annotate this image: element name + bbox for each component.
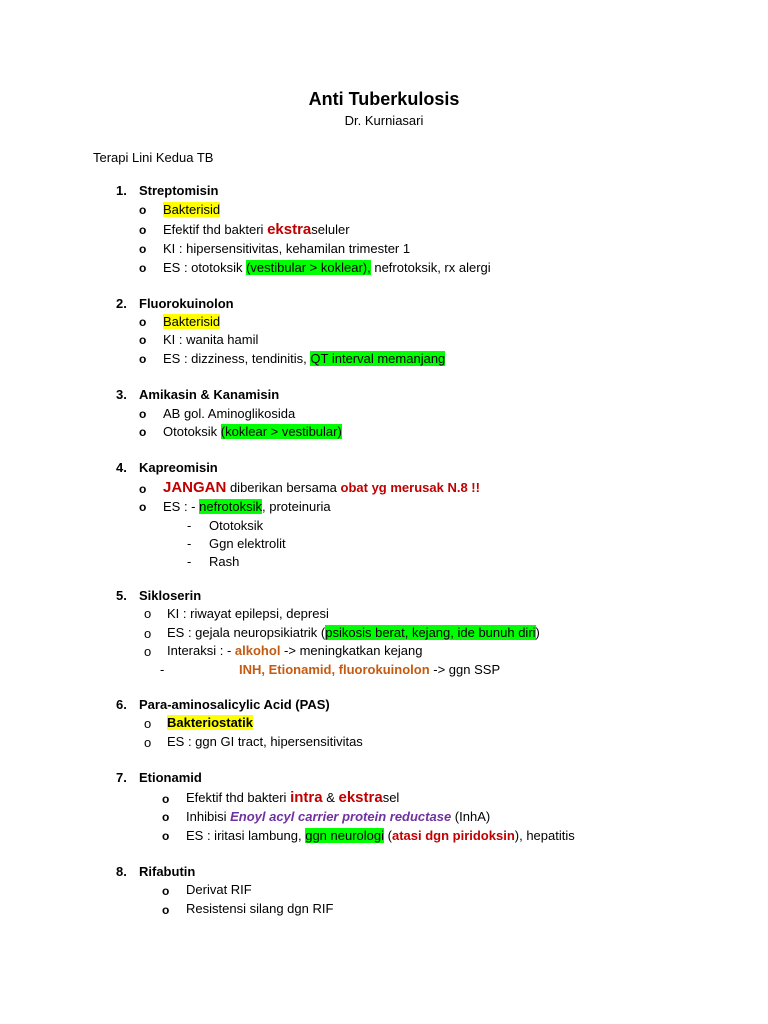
document-author: Dr. Kurniasari xyxy=(344,113,424,128)
list-item: KI : riwayat epilepsi, depresi xyxy=(167,606,329,621)
list-item: ES : dizziness, tendinitis, QT interval memanjang xyxy=(163,351,446,366)
bullet: o xyxy=(144,606,152,621)
list-item: JANGAN diberikan bersama obat yg merusak N.8 !! xyxy=(163,479,480,496)
list-item: ES : - nefrotoksik, proteinuria xyxy=(163,499,331,514)
bullet: o xyxy=(139,333,147,347)
list-item: Ototoksik (koklear > vestibular) xyxy=(163,424,342,439)
list-item: Derivat RIF xyxy=(186,882,252,897)
list-item: ES : ggn GI tract, hipersensitivitas xyxy=(167,734,363,749)
intro-heading: Terapi Lini Kedua TB xyxy=(93,150,214,165)
bullet: o xyxy=(139,315,147,329)
bullet: o xyxy=(139,352,147,366)
list-item: Interaksi : - alkohol -> meningkatkan kejang xyxy=(167,643,423,658)
list-item: Efektif thd bakteri intra & ekstrasel xyxy=(186,789,400,806)
section-heading-5: 5. Sikloserin xyxy=(116,588,202,603)
bullet: o xyxy=(139,425,147,439)
bullet: o xyxy=(162,884,170,898)
list-item: Bakterisid xyxy=(163,202,221,217)
dash: - xyxy=(187,554,192,569)
bullet: o xyxy=(139,261,147,275)
bullet: o xyxy=(139,203,147,217)
section-heading-2: 2. Fluorokuinolon xyxy=(116,296,234,311)
bullet: o xyxy=(162,792,170,806)
list-item: ES : ototoksik (vestibular > koklear), nefrotoksik, rx alergi xyxy=(163,260,491,275)
section-heading-1: 1. Streptomisin xyxy=(116,183,219,198)
list-item: Inhibisi Enoyl acyl carrier protein reductase (InhA) xyxy=(186,809,491,824)
list-item: Bakterisid xyxy=(163,314,221,329)
bullet: o xyxy=(162,810,170,824)
bullet: o xyxy=(139,500,147,514)
list-item: Bakteriostatik xyxy=(167,715,253,730)
list-item: ES : iritasi lambung, ggn neurologi (atasi dgn piridoksin), hepatitis xyxy=(186,828,575,843)
bullet: o xyxy=(139,407,147,421)
bullet: o xyxy=(139,223,147,237)
section-heading-8: 8. Rifabutin xyxy=(116,864,196,879)
dash: - xyxy=(160,662,165,677)
list-item: KI : wanita hamil xyxy=(163,332,259,347)
list-item: AB gol. Aminoglikosida xyxy=(163,406,296,421)
section-heading-4: 4. Kapreomisin xyxy=(116,460,218,475)
sub-list-item: Ototoksik xyxy=(209,518,264,533)
bullet: o xyxy=(144,735,152,750)
bullet: o xyxy=(139,242,147,256)
bullet: o xyxy=(162,903,170,917)
sub-list-item: Rash xyxy=(209,554,240,569)
list-item: INH, Etionamid, fluorokuinolon -> ggn SSP xyxy=(239,662,501,677)
bullet: o xyxy=(144,644,152,659)
dash: - xyxy=(187,518,192,533)
bullet: o xyxy=(139,482,147,496)
bullet: o xyxy=(144,626,152,641)
section-heading-3: 3. Amikasin & Kanamisin xyxy=(116,387,280,402)
dash: - xyxy=(187,536,192,551)
bullet: o xyxy=(162,829,170,843)
sub-list-item: Ggn elektrolit xyxy=(209,536,286,551)
list-item: Resistensi silang dgn RIF xyxy=(186,901,334,916)
list-item: ES : gejala neuropsikiatrik (psikosis berat, kejang, ide bunuh diri) xyxy=(167,625,540,640)
document-title: Anti Tuberkulosis xyxy=(308,89,460,109)
section-heading-7: 7. Etionamid xyxy=(116,770,202,785)
list-item: Efektif thd bakteri ekstraseluler xyxy=(163,221,350,238)
list-item: KI : hipersensitivitas, kehamilan trimester 1 xyxy=(163,241,411,256)
bullet: o xyxy=(144,716,152,731)
section-heading-6: 6. Para-aminosalicylic Acid (PAS) xyxy=(116,697,330,712)
